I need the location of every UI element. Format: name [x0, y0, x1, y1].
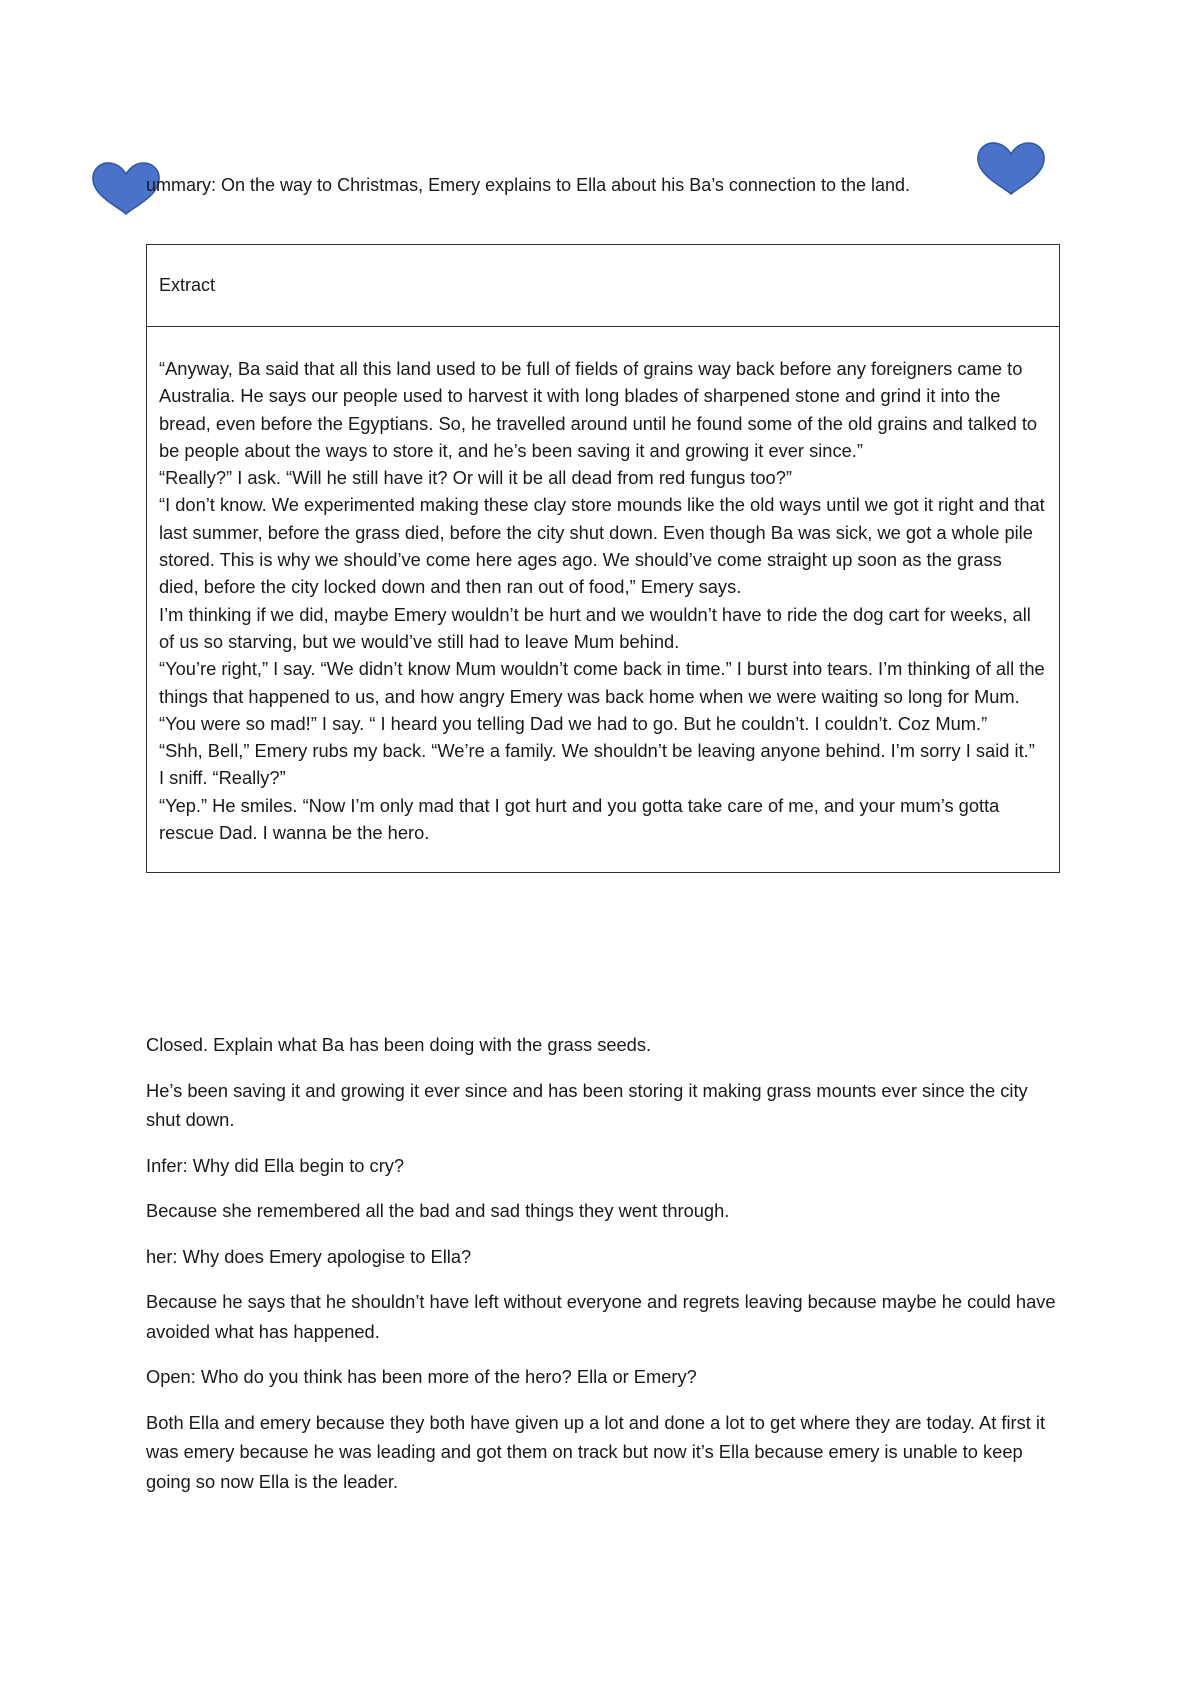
open-question: Open: Who do you think has been more of the hero? Ella or Emery? — [146, 1366, 697, 1387]
other-question: her: Why does Emery apologise to Ella? — [146, 1245, 472, 1267]
extract-paragraph: “You’re right,” I say. “We didn’t know Mum wouldn’t come back in time.” I burst into tears. I’m thinking of all the things that happened to us, and how angry Emery was back home when we were waiting so long for Mum. “You were so mad!” I say. “ I heard you telling Dad we had to go. But he couldn’t. I couldn’t. Coz Mum.” — [159, 658, 1045, 734]
extract-paragraph: I sniff. “Really?” — [159, 767, 286, 789]
open-answer: Both Ella and emery because they both have given up a lot and done a lot to get where they are today. At first it was emery because he was leading and got them on track but now it’s Ella because emery is unable to keep going so now Ella is the leader. — [146, 1411, 1046, 1492]
questions-section — [146, 1030, 1066, 1512]
infer-answer: Because she remembered all the bad and sad things they went through. — [146, 1200, 730, 1221]
extract-paragraph: “Shh, Bell,” Emery rubs my back. “We’re a family. We shouldn’t be leaving anyone behind. I’m sorry I said it.” — [159, 740, 1035, 762]
extract-paragraph: “Really?” I ask. “Will he still have it? Or will it be all dead from red fungus too?” — [159, 467, 792, 489]
extract-table — [146, 244, 1060, 873]
heart-icon — [975, 140, 1047, 196]
extract-paragraph: “Anyway, Ba said that all this land used to be full of fields of grains way back before any foreigners came to Australia. He says our people used to harvest it with long blades of sharpened stone and grind it into the bread, even before the Egyptians. So, he travelled around until he found some of the old grains and talked to be people about the ways to store it, and he’s been saving it and growing it ever since.” — [159, 358, 1038, 461]
summary-text: ummary: On the way to Christmas, Emery explains to Ella about his Ba’s connection to the land. — [146, 175, 911, 195]
extract-header: Extract — [147, 245, 1059, 327]
heart-shape — [978, 143, 1044, 194]
closed-question: Closed. Explain what Ba has been doing with the grass seeds. — [146, 1034, 652, 1055]
extract-paragraph: I’m thinking if we did, maybe Emery wouldn’t be hurt and we wouldn’t have to ride the dog cart for weeks, all of us so starving, but we would’ve still had to leave Mum behind. — [159, 603, 1031, 652]
extract-paragraph: “Yep.” He smiles. “Now I’m only mad that I got hurt and you gotta take care of me, and your mum’s gotta rescue Dad. I wanna be the hero. — [159, 794, 1000, 844]
closed-answer: He’s been saving it and growing it ever since and has been storing it making grass mounts ever since the city shut down. — [146, 1079, 1028, 1130]
extract-body — [147, 327, 1059, 872]
other-answer: Because he says that he shouldn’t have left without everyone and regrets leaving because maybe he could have avoided what has happened. — [146, 1291, 1056, 1342]
extract-paragraph: “I don’t know. We experimented making these clay store mounds like the old ways until we got it right and that last summer, before the grass died, before the city shut down. Even though Ba was sick, we got a whole pile stored. This is why we should’ve come here ages ago. We should’ve come straight up soon as the grass died, before the city locked down and then ran out of food,” Emery says. — [159, 494, 1045, 598]
infer-question: Infer: Why did Ella begin to cry? — [146, 1154, 405, 1176]
